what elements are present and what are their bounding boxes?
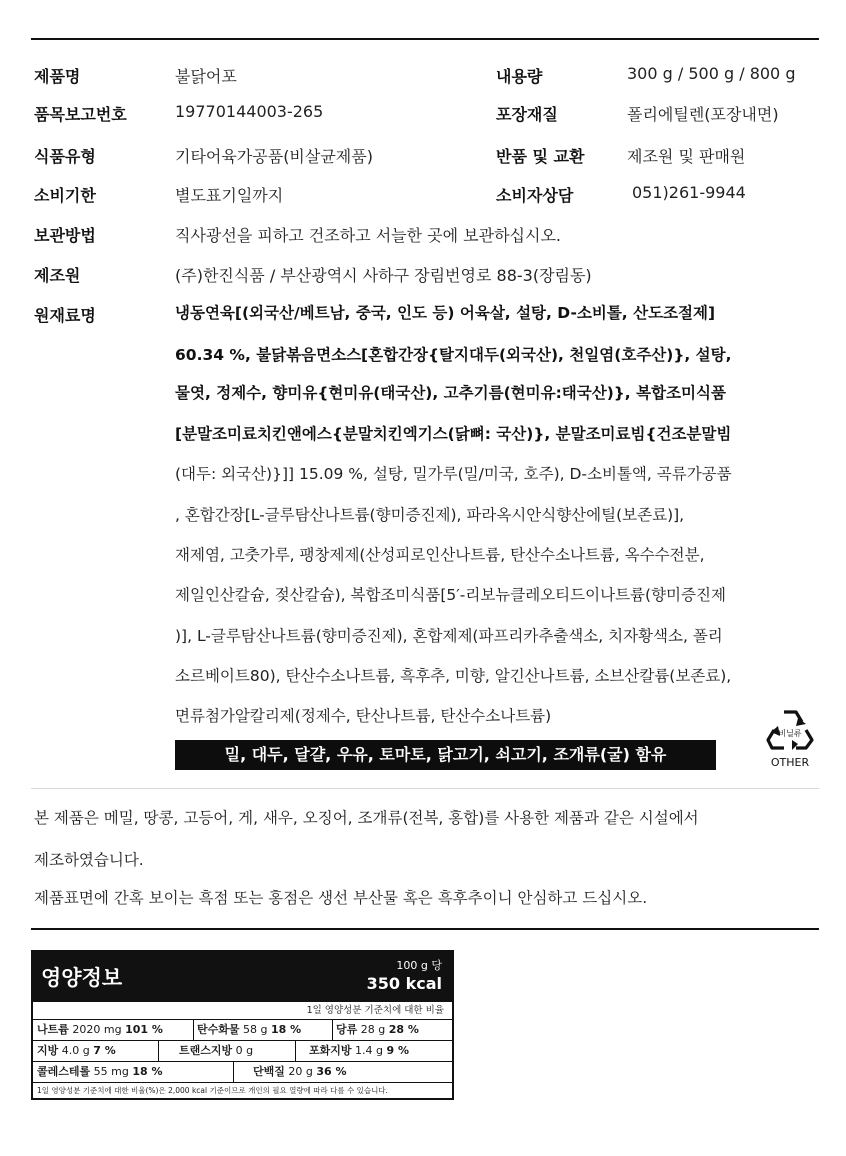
label-manufacturer: 제조원 (34, 266, 81, 285)
nutrient-amount: 28 g (360, 1023, 386, 1036)
nutrient-amount: 1.4 g (355, 1044, 383, 1057)
ingredient-line: 재제염, 고춧가루, 팽창제제(산성피로인산나트륨, 탄산수소나트륨, 옥수수전분, (175, 546, 705, 564)
ingredient-line: (대두: 외국산)}]] 15.09 %, 설탕, 밀가루(밀/미국, 호주), D-소비톨액, 곡류가공품 (175, 465, 732, 483)
value-returns: 제조원 및 판매원 (627, 147, 746, 166)
value-food-type: 기타어육가공품(비살균제품) (175, 147, 373, 166)
label-consumer-contact: 소비자상담 (496, 186, 574, 205)
ingredient-line: 면류첨가알칼리제(정제수, 탄산나트륨, 탄산수소나트륨) (175, 707, 552, 725)
nutrition-row (33, 1041, 452, 1062)
nutrient-amount: 20 g (288, 1065, 313, 1078)
nutrient-percent: 18 % (132, 1065, 163, 1078)
nutrition-title: 영양정보 (41, 966, 123, 990)
label-returns: 반품 및 교환 (496, 147, 585, 166)
nutrition-row (33, 1020, 452, 1041)
ingredient-line: 물엿, 정제수, 향미유{현미유(태국산), 고추기름(현미유:태국산)}, 복합조미식품 (175, 384, 726, 402)
label-expiry: 소비기한 (34, 186, 96, 205)
spot-note: 제품표면에 간혹 보이는 흑점 또는 홍점은 생선 부산물 혹은 흑후추이니 안심하고 드십시오. (34, 889, 648, 907)
label-ingredients: 원재료명 (34, 306, 96, 325)
allergen-banner: 밀, 대두, 달걀, 우유, 토마토, 닭고기, 쇠고기, 조개류(굴) 함유 (175, 740, 716, 770)
value-consumer-contact: 051)261-9944 (632, 183, 746, 202)
nutrition-footnote: 1일 영양성분 기준치에 대한 비율(%)은 2,000 kcal 기준이므로 개인의 필요 열량에 따라 다를 수 있습니다. (37, 1086, 388, 1095)
nutrient-amount: 4.0 g (61, 1044, 90, 1057)
value-expiry: 별도표기일까지 (175, 186, 284, 205)
nutrient-name: 지방 (37, 1044, 59, 1057)
nutrient-name: 포화지방 (309, 1044, 352, 1057)
nutrient-percent: 28 % (388, 1023, 419, 1036)
nutrient-amount: 55 mg (93, 1065, 129, 1078)
label-storage: 보관방법 (34, 226, 96, 245)
value-storage: 직사광선을 피하고 건조하고 서늘한 곳에 보관하십시오. (175, 226, 562, 245)
value-net-content: 300 g / 500 g / 800 g (627, 64, 796, 83)
nutrient-percent: 36 % (316, 1065, 347, 1078)
ingredient-line: 냉동연육[(외국산/베트남, 중국, 인도 등) 어육살, 설탕, D-소비톨, 산도조절제] (175, 304, 716, 322)
nutrient-name: 나트륨 (37, 1023, 69, 1036)
ingredient-line: )], L-글루탐산나트륨(향미증진제), 혼합제제(파프리카추출색소, 치자황색소, 폴리 (175, 627, 723, 645)
value-packaging: 폴리에틸렌(포장내면) (627, 105, 779, 124)
nutrient-percent: 18 % (271, 1023, 302, 1036)
recycle-label: OTHER (770, 756, 810, 769)
label-report-number: 품목보고번호 (34, 105, 127, 124)
top-rule (31, 38, 819, 40)
ingredient-line: , 혼합간장[L-글루탐산나트륨(향미증진제), 파라옥시안식향산에틸(보존료)], (175, 506, 685, 524)
ingredient-line: 60.34 %, 불닭볶음면소스[혼합간장{탈지대두(외국산), 천일염(호주산)}, 설탕, (175, 346, 732, 364)
allergen-facility-note-cont: 제조하였습니다. (34, 851, 144, 869)
allergen-facility-note: 본 제품은 메밀, 땅콩, 고등어, 게, 새우, 오징어, 조개류(전복, 홍합)를 사용한 제품과 같은 시설에서 (34, 809, 699, 827)
divider (31, 788, 819, 789)
recycle-mark (762, 706, 818, 772)
label-product-name: 제품명 (34, 67, 81, 86)
value-report-number: 19770144003-265 (175, 102, 324, 121)
nutrient-name: 트랜스지방 (179, 1044, 233, 1057)
nutrient-name: 탄수화물 (197, 1023, 240, 1036)
nutrition-calories: 350 kcal (366, 974, 442, 993)
nutrient-name: 당류 (336, 1023, 358, 1036)
nutrient-amount: 2020 mg (72, 1023, 122, 1036)
nutrition-panel (31, 950, 454, 1100)
nutrition-row (33, 1062, 452, 1083)
ingredient-line: 소르베이트80), 탄산수소나트륨, 흑후추, 미향, 알긴산나트륨, 소브산칼륨(보존료), (175, 667, 732, 685)
nutrient-percent: 7 % (93, 1044, 116, 1057)
nutrition-header (33, 952, 452, 1002)
nutrient-name: 콜레스테롤 (37, 1065, 91, 1078)
nutrient-name: 단백질 (253, 1065, 285, 1078)
label-net-content: 내용량 (496, 67, 543, 86)
nutrition-serving: 100 g 당 (396, 959, 442, 972)
nutrient-amount: 58 g (243, 1023, 268, 1036)
value-manufacturer: (주)한진식품 / 부산광역시 사하구 장림번영로 88-3(장림동) (175, 266, 592, 285)
ingredient-line: [분말조미료치킨앤에스{분말치킨엑기스(닭뼈: 국산)}, 분말조미료빔{건조분말빔 (175, 425, 732, 443)
recycle-inner-text: 비닐류 (778, 729, 802, 738)
ingredient-line: 제일인산칼슘, 젖산칼슘), 복합조미식품[5′-리보뉴클레오티드이나트륨(향미증진제 (175, 586, 726, 604)
label-food-type: 식품유형 (34, 147, 96, 166)
nutrition-ref-label: 1일 영양성분 기준치에 대한 비율 (33, 1002, 452, 1020)
value-product-name: 불닭어포 (175, 67, 237, 86)
bottom-rule (31, 928, 819, 930)
label-packaging: 포장재질 (496, 105, 558, 124)
nutrient-amount: 0 g (235, 1044, 254, 1057)
recycle-icon (762, 706, 818, 754)
nutrient-percent: 101 % (125, 1023, 163, 1036)
nutrient-percent: 9 % (386, 1044, 410, 1057)
